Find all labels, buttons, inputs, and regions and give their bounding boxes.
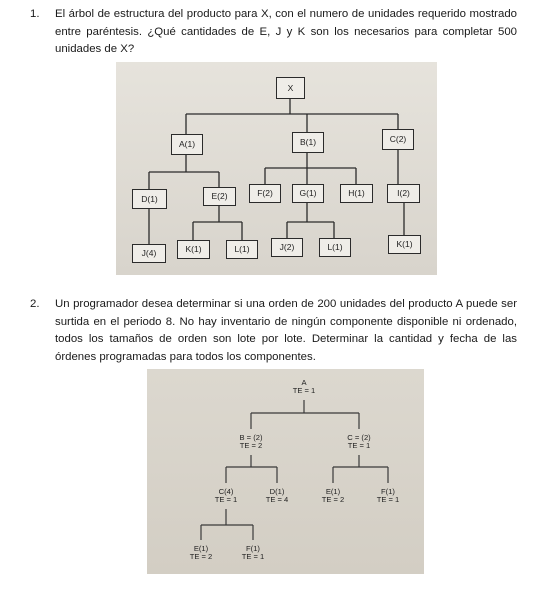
node2-e1b-name: E(1) <box>193 543 209 553</box>
node-g: G(1) <box>292 184 324 203</box>
node2-a <box>289 374 319 400</box>
node-a: A(1) <box>171 134 203 155</box>
node-l: L(1) <box>226 240 258 259</box>
question-1-number: 1. <box>30 8 40 20</box>
node2-c-te: TE = 1 <box>347 441 371 450</box>
node-d: D(1) <box>132 189 167 209</box>
node2-e1-name: E(1) <box>325 486 341 496</box>
node2-e1b-te: TE = 2 <box>189 552 213 561</box>
node2-d1 <box>261 483 293 509</box>
node-f: F(2) <box>249 184 281 203</box>
node2-c <box>341 429 377 455</box>
question-2-number: 2. <box>30 298 40 310</box>
product-tree-photo-2 <box>147 369 424 574</box>
node-j2: J(2) <box>271 238 303 257</box>
node2-c-name: C = (2) <box>347 432 371 442</box>
product-tree-photo-1 <box>116 62 437 275</box>
node2-c4-name: C(4) <box>218 486 234 496</box>
node2-e1 <box>317 483 349 509</box>
question-1-text: El árbol de estructura del producto para X, con el numero de unidades requerido mostrado entre paréntesis. ¿Qué cantidades de E, J y K son los necesarios para completar 500 unidades de X? <box>55 8 517 56</box>
node2-c4 <box>210 483 242 509</box>
node2-a-name: A <box>301 377 307 387</box>
node2-b-name: B = (2) <box>239 432 263 442</box>
node-e: E(2) <box>203 187 236 206</box>
node2-e1-te: TE = 2 <box>321 495 345 504</box>
node2-f1b <box>237 540 269 566</box>
node-i: I(2) <box>387 184 420 203</box>
node-b: B(1) <box>292 132 324 153</box>
node2-f1b-name: F(1) <box>246 543 260 553</box>
node-j: J(4) <box>132 244 166 263</box>
node2-d1-name: D(1) <box>269 486 285 496</box>
node-k2: K(1) <box>388 235 421 254</box>
node2-c4-te: TE = 1 <box>214 495 238 504</box>
node-x: X <box>276 77 305 99</box>
node-l2: L(1) <box>319 238 351 257</box>
node2-f1-te: TE = 1 <box>376 495 400 504</box>
node2-f1 <box>372 483 404 509</box>
node2-b <box>233 429 269 455</box>
node2-e1b <box>185 540 217 566</box>
node2-d1-te: TE = 4 <box>265 495 289 504</box>
node2-b-te: TE = 2 <box>239 441 263 450</box>
node-k: K(1) <box>177 240 210 259</box>
node2-f1-name: F(1) <box>381 486 395 496</box>
node-h: H(1) <box>340 184 373 203</box>
node2-a-te: TE = 1 <box>292 386 316 395</box>
node2-f1b-te: TE = 1 <box>241 552 265 561</box>
node-c: C(2) <box>382 129 414 150</box>
question-2-text: Un programador desea determinar si una orden de 200 unidades del producto A puede ser surtida en el periodo 8. No hay inventario de ningún componente disponible ni ordenado, todos los tamaños de orden son lote por lote. Determinar la cantidad y fecha de las órdenes programadas para todos los componentes. <box>55 298 517 363</box>
